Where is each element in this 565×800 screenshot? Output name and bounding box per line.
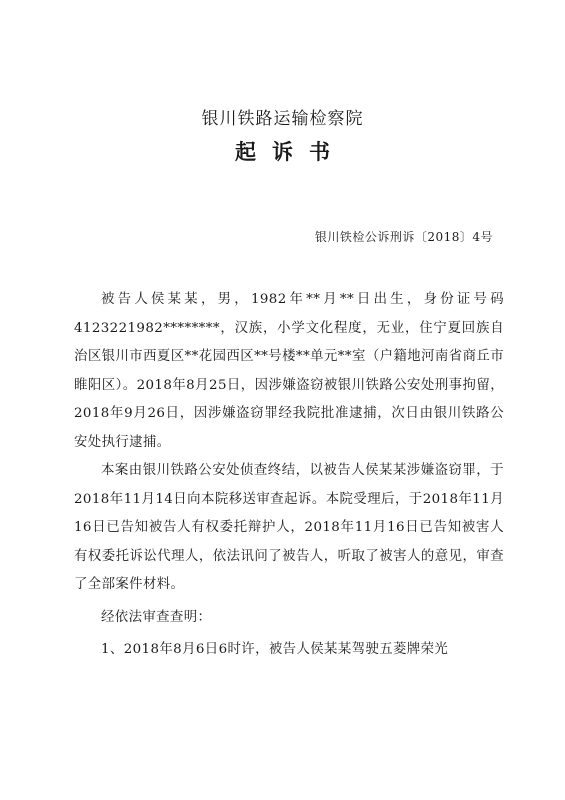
document-title: 起诉书 — [235, 139, 346, 164]
document-body — [74, 286, 504, 665]
organization-name: 银川铁路运输检察院 — [201, 109, 364, 129]
paragraph-findings-intro: 经依法审查查明： — [101, 609, 212, 625]
paragraph-case-procedure: 本案由银川铁路公安处侦查终结，以被告人侯某某涉嫌盗窃罪，于2018年11月14日向本院移送审查起诉。本院受理后，于2018年11月16日已告知被告人有权委托辩护人，2018年11月16日已告知被害人有权委托诉讼代理人，依法讯问了被告人，听取了被害人的意见，审查了全部案件材料。 — [74, 463, 504, 592]
paragraph-finding-1: 1、2018年8月6日6时许，被告人侯某某驾驶五菱牌荣光 — [101, 642, 449, 657]
document-number: 银川铁检公诉刑诉〔2018〕4号 — [314, 230, 493, 244]
paragraph-defendant-info: 被告人侯某某，男，1982年**月**日出生，身份证号码4123221982********，汉族，小学文化程度，无业，住宁夏回族自治区银川市西夏区**花园西区**号楼**单元**室（户籍地河南省商丘市睢阳区）。2018年8月25日，因涉嫌盗窃被银川铁路公安处刑事拘留，2018年9月26日，因涉嫌盗窃罪经我院批准逮捕，次日由银川铁路公安处执行逮捕。 — [74, 292, 504, 450]
